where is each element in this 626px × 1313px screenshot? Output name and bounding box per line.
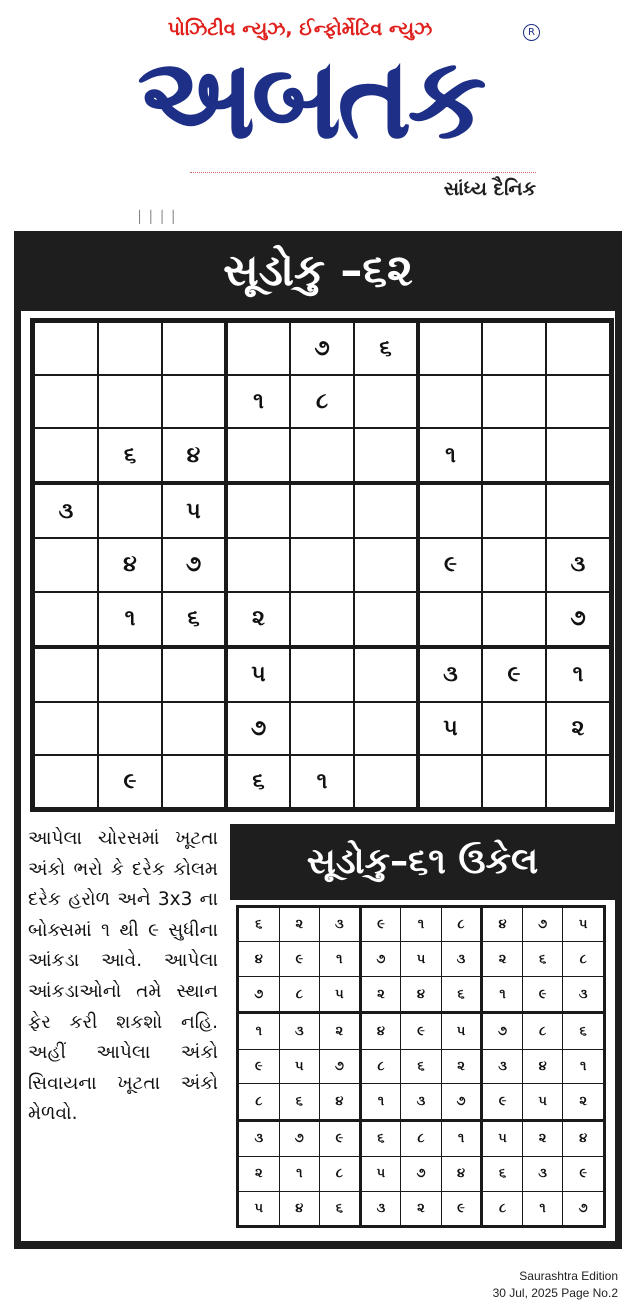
solution-cell: ૭ xyxy=(320,1049,361,1083)
solution-cell: ૨ xyxy=(522,1120,563,1157)
solution-cell: ૨ xyxy=(360,976,401,1013)
puzzle-cell: ૩ xyxy=(546,538,610,591)
puzzle-title: સૂડોકુ –૬૨ xyxy=(223,245,413,296)
cut-off-text-fragment: ││││ xyxy=(136,210,181,224)
puzzle-cell xyxy=(418,592,482,647)
puzzle-row xyxy=(34,702,610,755)
puzzle-cell: ૧ xyxy=(418,428,482,483)
solution-title: સૂડોકુ–૬૧ ઉકેલ xyxy=(230,824,615,900)
puzzle-cell xyxy=(418,322,482,375)
solution-cell: ૮ xyxy=(482,1191,523,1225)
solution-cell: ૮ xyxy=(279,976,320,1013)
puzzle-cell xyxy=(162,322,226,375)
puzzle-cell xyxy=(290,647,354,702)
solution-cell: ૪ xyxy=(279,1191,320,1225)
puzzle-cell: ૭ xyxy=(546,592,610,647)
solution-cell: ૪ xyxy=(239,942,280,976)
solution-cell: ૯ xyxy=(320,1120,361,1157)
puzzle-cell: ૧ xyxy=(98,592,162,647)
puzzle-cell: ૭ xyxy=(162,538,226,591)
puzzle-cell xyxy=(34,375,98,428)
solution-cell: ૧ xyxy=(482,976,523,1013)
solution-cell: ૪ xyxy=(482,908,523,942)
puzzle-cell: ૯ xyxy=(418,538,482,591)
puzzle-cell xyxy=(546,428,610,483)
solution-cell: ૯ xyxy=(360,908,401,942)
puzzle-cell: ૧ xyxy=(290,755,354,808)
puzzle-cell xyxy=(290,538,354,591)
solution-row xyxy=(239,908,604,942)
puzzle-cell: ૫ xyxy=(162,483,226,538)
solution-cell: ૯ xyxy=(482,1084,523,1121)
puzzle-cell xyxy=(482,483,546,538)
puzzle-row xyxy=(34,428,610,483)
puzzle-cell xyxy=(290,428,354,483)
solution-cell: ૧ xyxy=(563,1049,604,1083)
solution-cell: ૨ xyxy=(279,908,320,942)
puzzle-cell xyxy=(98,702,162,755)
solution-row xyxy=(239,1157,604,1191)
solution-cell: ૪ xyxy=(522,1049,563,1083)
solution-cell: ૩ xyxy=(279,1013,320,1050)
puzzle-cell: ૨ xyxy=(226,592,290,647)
puzzle-cell xyxy=(34,702,98,755)
solution-cell: ૨ xyxy=(320,1013,361,1050)
solution-cell: ૮ xyxy=(522,1013,563,1050)
puzzle-cell xyxy=(34,755,98,808)
solution-cell: ૩ xyxy=(482,1049,523,1083)
puzzle-cell: ૫ xyxy=(226,647,290,702)
puzzle-cell xyxy=(162,702,226,755)
solution-cell: ૯ xyxy=(239,1049,280,1083)
edition-info xyxy=(493,1268,618,1302)
solution-cell: ૬ xyxy=(441,976,482,1013)
puzzle-cell xyxy=(546,375,610,428)
puzzle-row xyxy=(34,755,610,808)
sudoku-panel xyxy=(14,231,622,1249)
solution-cell: ૭ xyxy=(360,942,401,976)
puzzle-cell: ૧ xyxy=(226,375,290,428)
puzzle-cell: ૬ xyxy=(226,755,290,808)
puzzle-cell xyxy=(34,647,98,702)
puzzle-cell: ૯ xyxy=(98,755,162,808)
puzzle-cell xyxy=(546,755,610,808)
solution-cell: ૪ xyxy=(401,976,442,1013)
solution-cell: ૩ xyxy=(360,1191,401,1225)
puzzle-cell xyxy=(162,375,226,428)
puzzle-cell xyxy=(354,702,418,755)
puzzle-cell xyxy=(354,647,418,702)
solution-row xyxy=(239,1120,604,1157)
puzzle-cell xyxy=(354,428,418,483)
solution-cell: ૧ xyxy=(522,1191,563,1225)
puzzle-cell xyxy=(354,483,418,538)
puzzle-cell xyxy=(162,755,226,808)
solution-row xyxy=(239,976,604,1013)
puzzle-cell: ૭ xyxy=(226,702,290,755)
puzzle-cell xyxy=(34,428,98,483)
puzzle-cell xyxy=(290,702,354,755)
solution-cell: ૧ xyxy=(239,1013,280,1050)
puzzle-cell: ૯ xyxy=(482,647,546,702)
sudoku-puzzle-grid xyxy=(30,318,614,812)
puzzle-cell xyxy=(226,428,290,483)
puzzle-cell: ૫ xyxy=(418,702,482,755)
solution-cell: ૫ xyxy=(563,908,604,942)
solution-cell: ૫ xyxy=(239,1191,280,1225)
solution-cell: ૬ xyxy=(401,1049,442,1083)
solution-cell: ૯ xyxy=(522,976,563,1013)
puzzle-cell xyxy=(482,375,546,428)
solution-cell: ૮ xyxy=(320,1157,361,1191)
puzzle-cell xyxy=(546,483,610,538)
puzzle-cell: ૩ xyxy=(34,483,98,538)
solution-cell: ૫ xyxy=(441,1013,482,1050)
solution-cell: ૫ xyxy=(482,1120,523,1157)
puzzle-cell xyxy=(162,647,226,702)
solution-cell: ૬ xyxy=(279,1084,320,1121)
solution-cell: ૮ xyxy=(441,908,482,942)
solution-cell: ૯ xyxy=(401,1013,442,1050)
solution-cell: ૩ xyxy=(522,1157,563,1191)
solution-row xyxy=(239,1191,604,1225)
puzzle-cell xyxy=(354,375,418,428)
puzzle-cell xyxy=(98,322,162,375)
puzzle-cell: ૬ xyxy=(98,428,162,483)
puzzle-cell: ૬ xyxy=(162,592,226,647)
puzzle-cell xyxy=(546,322,610,375)
solution-cell: ૫ xyxy=(522,1084,563,1121)
puzzle-cell xyxy=(418,375,482,428)
solution-cell: ૮ xyxy=(360,1049,401,1083)
solution-row xyxy=(239,942,604,976)
puzzle-cell: ૨ xyxy=(546,702,610,755)
puzzle-cell xyxy=(98,647,162,702)
puzzle-cell xyxy=(226,538,290,591)
puzzle-cell xyxy=(418,483,482,538)
puzzle-row xyxy=(34,538,610,591)
masthead xyxy=(80,14,540,204)
solution-cell: ૩ xyxy=(441,942,482,976)
puzzle-cell xyxy=(34,538,98,591)
solution-cell: ૬ xyxy=(522,942,563,976)
solution-cell: ૫ xyxy=(401,942,442,976)
puzzle-cell xyxy=(354,592,418,647)
solution-cell: ૭ xyxy=(563,1191,604,1225)
instructions-text: આપેલા ચોરસમાં ખૂટતા અંકો ભરો કે દરેક કોલમ દરેક હરોળ અને 3x3 ના બોક્સમાં ૧ થી ૯ સુધીના આંકડા આવે. આપેલા આંકડાઓનો તમે સ્થાન ફેર કરી શકશો નહિ. અહીં આપેલા અંકો સિવાયના ખૂટતા અંકો મેળવો. xyxy=(28,828,218,1125)
puzzle-row xyxy=(34,647,610,702)
solution-cell: ૨ xyxy=(563,1084,604,1121)
puzzle-cell xyxy=(98,375,162,428)
solution-cell: ૨ xyxy=(239,1157,280,1191)
solution-cell: ૫ xyxy=(360,1157,401,1191)
puzzle-cell: ૧ xyxy=(546,647,610,702)
puzzle-cell xyxy=(34,322,98,375)
puzzle-cell xyxy=(354,538,418,591)
masthead-subtitle: સાંધ્ય દૈનિક xyxy=(443,178,536,200)
solution-cell: ૧ xyxy=(320,942,361,976)
solution-cell: ૬ xyxy=(320,1191,361,1225)
solution-cell: ૬ xyxy=(482,1157,523,1191)
puzzle-cell xyxy=(354,755,418,808)
tagline: પોઝિટીવ ન્યુઝ, ઈન્ફોર્મેટિવ ન્યુઝ xyxy=(167,18,433,40)
solution-cell: ૪ xyxy=(320,1084,361,1121)
solution-cell: ૮ xyxy=(401,1120,442,1157)
solution-cell: ૫ xyxy=(320,976,361,1013)
solution-row xyxy=(239,1049,604,1083)
puzzle-cell xyxy=(34,592,98,647)
solution-cell: ૩ xyxy=(320,908,361,942)
solution-cell: ૬ xyxy=(239,908,280,942)
solution-cell: ૭ xyxy=(239,976,280,1013)
newspaper-logo: અબતક xyxy=(137,36,483,162)
panel-body xyxy=(21,311,615,1241)
solution-cell: ૭ xyxy=(482,1013,523,1050)
puzzle-cell xyxy=(482,592,546,647)
solution-cell: ૩ xyxy=(239,1120,280,1157)
solution-cell: ૩ xyxy=(401,1084,442,1121)
solution-cell: ૭ xyxy=(522,908,563,942)
registered-mark: R xyxy=(523,24,540,41)
puzzle-cell xyxy=(482,322,546,375)
logo-divider xyxy=(190,172,536,173)
solution-cell: ૧ xyxy=(401,908,442,942)
solution-cell: ૪ xyxy=(563,1120,604,1157)
puzzle-cell xyxy=(482,428,546,483)
solution-cell: ૫ xyxy=(279,1049,320,1083)
solution-cell: ૩ xyxy=(563,976,604,1013)
solution-cell: ૧ xyxy=(360,1084,401,1121)
puzzle-cell xyxy=(226,322,290,375)
puzzle-cell: ૭ xyxy=(290,322,354,375)
solution-cell: ૯ xyxy=(279,942,320,976)
puzzle-cell xyxy=(290,483,354,538)
solution-cell: ૭ xyxy=(441,1084,482,1121)
puzzle-cell: ૮ xyxy=(290,375,354,428)
solution-cell: ૨ xyxy=(441,1049,482,1083)
puzzle-cell xyxy=(290,592,354,647)
puzzle-row xyxy=(34,483,610,538)
puzzle-cell xyxy=(482,538,546,591)
solution-cell: ૬ xyxy=(563,1013,604,1050)
puzzle-cell: ૬ xyxy=(354,322,418,375)
puzzle-row xyxy=(34,375,610,428)
solution-cell: ૯ xyxy=(563,1157,604,1191)
solution-cell: ૭ xyxy=(401,1157,442,1191)
puzzle-cell xyxy=(482,702,546,755)
solution-row xyxy=(239,1013,604,1050)
edition-date-page: 30 Jul, 2025 Page No.2 xyxy=(492,1286,618,1300)
solution-cell: ૪ xyxy=(360,1013,401,1050)
solution-row xyxy=(239,1084,604,1121)
puzzle-row xyxy=(34,322,610,375)
solution-cell: ૬ xyxy=(360,1120,401,1157)
solution-cell: ૨ xyxy=(401,1191,442,1225)
solution-cell: ૮ xyxy=(563,942,604,976)
solution-cell: ૧ xyxy=(279,1157,320,1191)
puzzle-cell: ૩ xyxy=(418,647,482,702)
solution-cell: ૪ xyxy=(441,1157,482,1191)
puzzle-cell xyxy=(418,755,482,808)
solution-cell: ૭ xyxy=(279,1120,320,1157)
puzzle-cell: ૪ xyxy=(162,428,226,483)
solution-cell: ૨ xyxy=(482,942,523,976)
solution-cell: ૯ xyxy=(441,1191,482,1225)
solution-cell: ૮ xyxy=(239,1084,280,1121)
edition-name: Saurashtra Edition xyxy=(519,1269,618,1283)
puzzle-cell xyxy=(226,483,290,538)
puzzle-row xyxy=(34,592,610,647)
puzzle-cell: ૪ xyxy=(98,538,162,591)
puzzle-cell xyxy=(98,483,162,538)
solution-cell: ૧ xyxy=(441,1120,482,1157)
sudoku-solution-grid xyxy=(236,905,606,1228)
puzzle-cell xyxy=(482,755,546,808)
